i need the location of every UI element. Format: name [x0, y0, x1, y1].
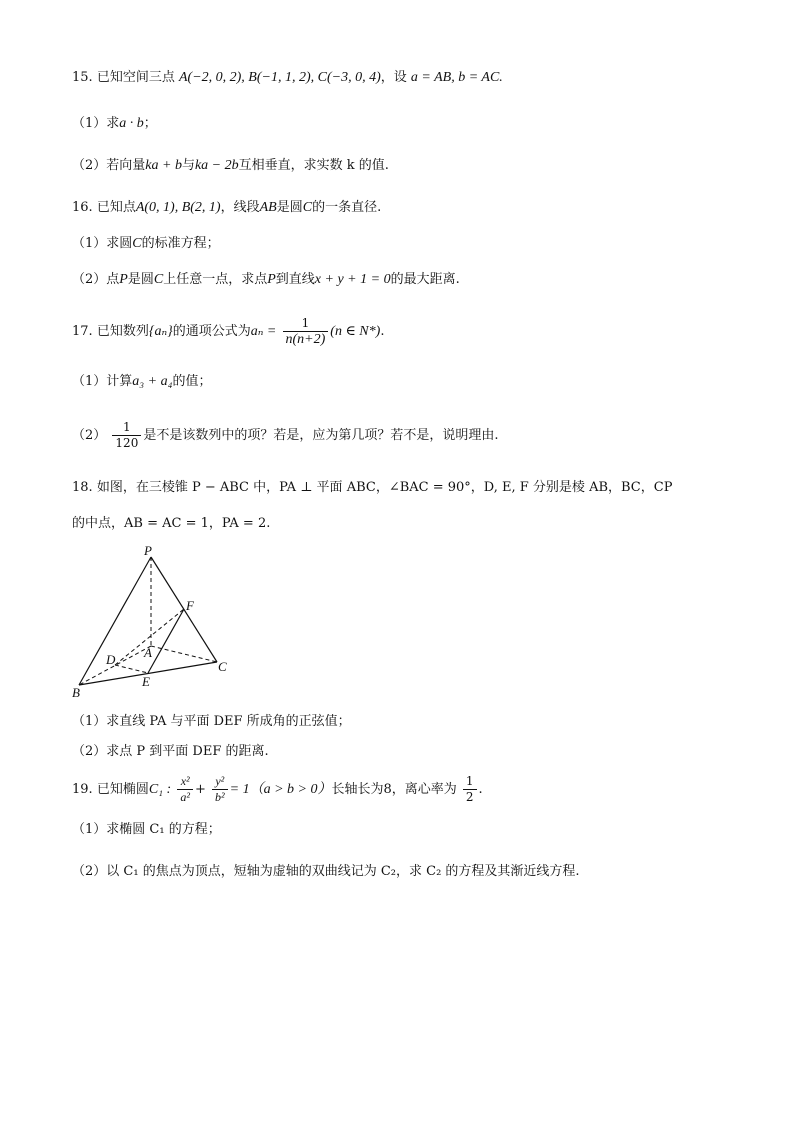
q19-b2: b²	[215, 790, 225, 804]
q17-sub2-num: 1	[112, 420, 141, 436]
q15-sub1-end: ；	[143, 116, 157, 131]
q15-text: 已知空间三点	[96, 70, 175, 85]
q15-sub2-end: 互相垂直，求实数 k 的值.	[238, 158, 389, 173]
label-F: F	[186, 598, 194, 613]
q15-sub2	[72, 156, 754, 176]
q17-seq: {aₙ}	[148, 324, 173, 339]
q18-tetrahedron-figure	[70, 540, 240, 700]
q16-sub2-line: x + y + 1 = 0	[314, 272, 391, 287]
q15-text2: ，设	[380, 70, 407, 85]
q17-an: aₙ =	[250, 324, 277, 339]
q18-line1	[72, 478, 754, 498]
q16-text: 已知点	[96, 200, 136, 215]
q18-text2: 的中点，AB = AC = 1，PA = 2.	[72, 516, 271, 531]
q15-vectors: a = AB, b = AC.	[410, 70, 503, 85]
label-A: A	[144, 645, 152, 660]
q19-frac-y	[212, 774, 228, 805]
q19-c1: C₁ :	[148, 782, 172, 797]
q19-y2: y²	[212, 774, 228, 790]
q19-sub2-text: （2）以 C₁ 的焦点为顶点，短轴为虚轴的双曲线记为 C₂，求 C₂ 的方程及其渐近线方程.	[72, 864, 580, 879]
q17-text: 已知数列	[96, 324, 149, 339]
q17-fraction	[283, 316, 329, 347]
q15-sub2-mid: 与	[181, 158, 195, 173]
q16-stem	[72, 198, 754, 218]
q15-sub1	[72, 114, 754, 134]
q16-c: C	[302, 200, 313, 215]
q17-frac-num: 1	[283, 316, 329, 332]
q16-ab: AB	[259, 200, 277, 215]
q16-points: A(0, 1), B(2, 1)	[135, 200, 221, 215]
q19-text3: .	[478, 782, 483, 797]
q15-stem	[72, 68, 754, 88]
q16-sub1-end: 的标准方程；	[141, 236, 220, 251]
q16-sub2	[72, 270, 754, 290]
q18-sub1-text: （1）求直线 PA 与平面 DEF 所成角的正弦值；	[72, 714, 351, 729]
q16-text3: 是圆	[276, 200, 303, 215]
q17-frac-den: n(n+2)	[285, 332, 326, 347]
q16-text4: 的一条直径.	[312, 200, 382, 215]
q19-plus: +	[194, 782, 206, 797]
label-P: P	[144, 543, 152, 558]
q19-sub2	[72, 862, 754, 882]
label-E: E	[142, 674, 150, 689]
q19-number: 19.	[72, 782, 93, 797]
q18-sub2	[72, 742, 754, 762]
segment-EF	[148, 609, 184, 673]
q19-frac-e	[463, 774, 477, 805]
q17-sub2-fraction	[112, 420, 141, 451]
q16-sub2-c: 上任意一点，求点	[163, 272, 268, 287]
q16-sub2-p: P	[119, 272, 128, 287]
q18-sub1	[72, 712, 754, 732]
q19-sub1	[72, 820, 754, 840]
q16-sub1-label: （1）求圆	[72, 236, 133, 251]
q18-number: 18.	[72, 480, 93, 495]
q17-sub1	[72, 372, 754, 392]
q19-eq: = 1	[229, 782, 250, 797]
q17-sub1-label: （1）计算	[72, 374, 133, 389]
q16-sub2-e: 的最大距离.	[390, 272, 460, 287]
q17-text3: .	[380, 324, 385, 339]
q17-number: 17.	[72, 324, 93, 339]
q16-sub2-d: 到直线	[275, 272, 315, 287]
q16-sub2-circle: C	[153, 272, 164, 287]
q19-e-den: 2	[465, 790, 474, 804]
q17-text2: 的通项公式为	[172, 324, 251, 339]
q19-sub1-text: （1）求椭圆 C₁ 的方程；	[72, 822, 221, 837]
label-C: C	[218, 659, 227, 674]
q17-stem	[72, 312, 754, 352]
q16-sub2-b: 是圆	[127, 272, 154, 287]
label-B: B	[72, 685, 80, 700]
q15-number: 15.	[72, 70, 93, 85]
q19-e-num: 1	[463, 774, 477, 790]
edge-AC	[151, 646, 217, 662]
q19-x2: x²	[177, 774, 193, 790]
q16-text2: ，线段	[220, 200, 260, 215]
q19-cond: （a > b > 0）	[249, 782, 332, 797]
q17-domain: (n ∈ N*)	[330, 324, 381, 339]
q19-frac-x	[177, 774, 193, 805]
q17-sub1-expr: a₃ + a₄	[132, 374, 173, 389]
q17-sub2	[72, 416, 754, 456]
q15-sub2-label: （2）若向量	[72, 158, 146, 173]
q17-sub2-label: （2）	[72, 428, 107, 443]
q19-text2: 长轴长为8，离心率为	[331, 782, 457, 797]
q16-sub1-c: C	[132, 236, 142, 251]
q15-sub1-expr: a · b	[119, 116, 144, 131]
label-D: D	[106, 652, 116, 667]
q18-line2	[72, 514, 754, 534]
q16-number: 16.	[72, 200, 93, 215]
q15-points: A(−2, 0, 2), B(−1, 1, 2), C(−3, 0, 4)	[178, 70, 381, 85]
q19-stem	[72, 772, 754, 808]
q16-sub2-p2: P	[267, 272, 276, 287]
q17-sub2-text: 是不是该数列中的项？若是，应为第几项？若不是，说明理由.	[143, 428, 499, 443]
q17-sub2-den: 120	[115, 436, 139, 450]
q18-sub2-text: （2）求点 P 到平面 DEF 的距离.	[72, 744, 269, 759]
q15-sub2-expr1: ka + b	[145, 158, 182, 173]
q19-a2: a²	[180, 790, 190, 804]
q17-sub1-end: 的值；	[172, 374, 212, 389]
segment-DE	[115, 665, 148, 673]
q15-sub1-label: （1）求	[72, 116, 120, 131]
q18-text1: 如图，在三棱锥 P − ABC 中，PA ⊥ 平面 ABC，∠BAC = 90°，D, E, F 分别是棱 AB，BC，CP	[96, 480, 673, 495]
q16-sub2-a: （2）点	[72, 272, 120, 287]
q16-sub1	[72, 234, 754, 254]
q15-sub2-expr2: ka − 2b	[194, 158, 239, 173]
q19-text: 已知椭圆	[96, 782, 149, 797]
